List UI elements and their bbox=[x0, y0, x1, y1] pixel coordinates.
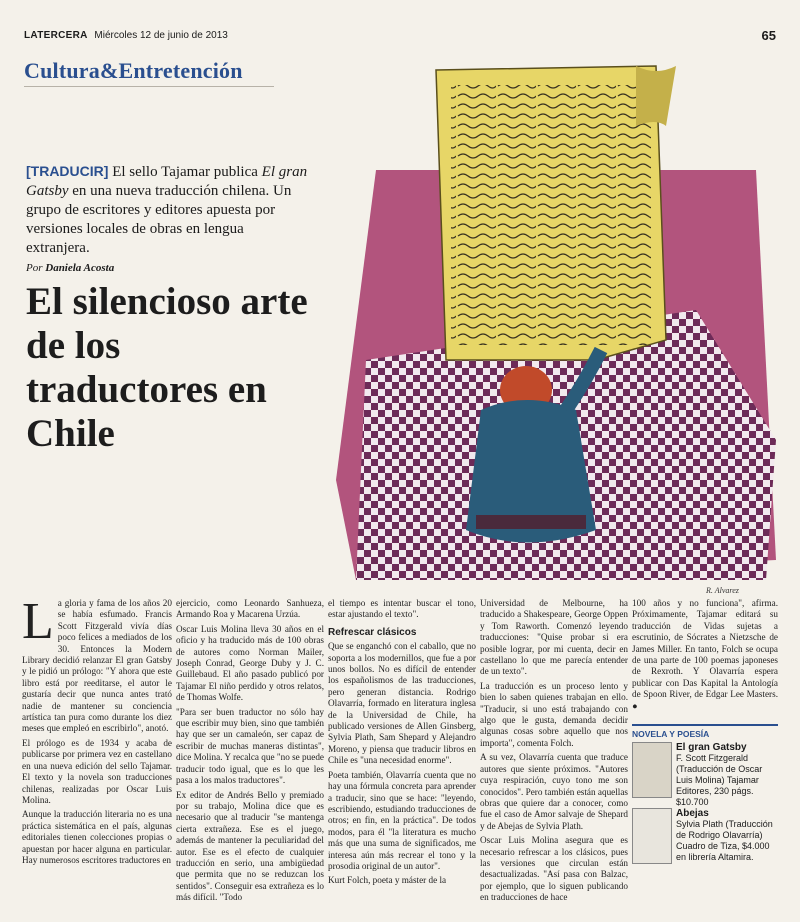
book-details: F. Scott Fitzgerald (Traducción de Oscar Luis Molina) Tajamar Editores, 230 págs. $10.700 bbox=[676, 753, 763, 807]
masthead-date: Miércoles 12 de junio de 2013 bbox=[94, 30, 228, 41]
paragraph: el tiempo es intentar buscar el tono, estar ajustando el texto". bbox=[328, 598, 476, 620]
byline-author: Daniela Acosta bbox=[45, 262, 115, 274]
dropcap: L bbox=[22, 593, 54, 650]
deck-text-2: en una nueva traducción chilena. Un grupo de escritores y editores apuesta por versiones locales de obras en lengua extranjera. bbox=[26, 183, 292, 256]
section-divider bbox=[24, 86, 274, 87]
paragraph: Que se enganchó con el caballo, que no soporta a los modernillos, que fue a por unos bollos. No es difícil de entender los españolismos de las traducciones, pero generan distancia. Rodrigo Olavarría, formado en literatura inglesa de la Universidad de Chile, ha publicado versiones de Allen Ginsberg, Sylvia Plath, Sam Shepard y Alejandro Moreno, y piensa que traducir libros en Chile es "una necesidad enorme". bbox=[328, 641, 476, 766]
book-cover bbox=[632, 808, 672, 864]
paragraph: El prólogo es de 1934 y acaba de publicarse por primera vez en castellano en una nueva edición del sello Tajamar. El texto y la novela son traducciones chilenas, realizadas por Oscar Luis Molina. bbox=[22, 737, 172, 805]
masthead-brand: LATERCERA bbox=[24, 30, 88, 41]
article-column-1 bbox=[22, 593, 172, 869]
deck-italic-title: El gran Gatsby bbox=[26, 164, 308, 199]
paragraph: Ex editor de Andrés Bello y premiado por su trabajo, Molina dice que es necesario que al traducir "se mantenga cierta extrañeza. Ese es el juego, además de mantener la peculiaridad del autor. Ese es el efecto de cualquier traducción en serio, una ambigüedad que permita que no se reduzcan los sentidos". Conseguir esa extrañeza es lo más difícil. "Todo bbox=[176, 789, 324, 903]
paragraph: "Para ser buen traductor no sólo hay que escribir muy bien, sino que también hay que ser un camaleón, ser capaz de escribir de muchas maneras distintas", dice Molina. Y recalca que "no se puede traducir todo igual, que es lo que les pasa a los malos traductores". bbox=[176, 706, 324, 786]
illustration bbox=[336, 60, 776, 600]
sidebar-heading: NOVELA Y POESÍA bbox=[632, 724, 778, 739]
book-title: Abejas bbox=[676, 808, 709, 819]
book-details: Sylvia Plath (Traducción de Rodrigo Olavarría) Cuadro de Tiza, $4.000 en librería Altamira. bbox=[676, 819, 773, 862]
paragraph: La traducción es un proceso lento y bien lo saben quienes trabajan en ello. "Traducir, si uno está trabajando con algo que le gusta, demanda decidir algunas cosas sobre aquello que nos importa", comenta Folch. bbox=[480, 680, 628, 748]
page-number: 65 bbox=[761, 28, 776, 43]
paragraph: Universidad de Melbourne, ha traducido a Shakespeare, George Oppen y Tom Raworth. Comenzó leyendo traducciones: "Quise probar si era posible lograr, por mi cuenta, decir en castellano lo que me parecía entender de un texto". bbox=[480, 598, 628, 677]
illustrator-signature: R. Alvarez bbox=[706, 586, 739, 595]
paragraph: Aunque la traducción literaria no es una práctica sistemática en el país, algunas editoriales tienen colecciones propias o apuestan por hacer alguna en particular. Hay numerosos escritores traductores en bbox=[22, 809, 172, 865]
masthead bbox=[24, 30, 776, 46]
byline-prefix: Por bbox=[26, 262, 46, 274]
stool bbox=[476, 515, 586, 529]
article-column-3 bbox=[328, 598, 476, 890]
paragraph: a gloria y fama de los años 20 se había esfumado. Francis Scott Fitzgerald vivía días poco felices a mediados de los 30. Entonces la Modern Library decidió relanzar El gran Gatsby y le pidió un prólogo: "Y ahora que este libro está por reeditarse, el autor le gustaría decir que nunca antes trató nadie de mantener su conciencia artística tan pura como durante los diez meses que empleó en escribirlo", anotó. bbox=[22, 598, 172, 734]
article-column-5 bbox=[632, 598, 778, 715]
book-cover bbox=[632, 742, 672, 798]
headline: El silencioso arte de los traductores en Chile bbox=[26, 280, 308, 455]
handwritten-lines bbox=[451, 85, 651, 345]
subhead: Refrescar clásicos bbox=[328, 626, 417, 638]
deck-tag: [TRADUCIR] bbox=[26, 163, 109, 179]
paragraph: Poeta también, Olavarría cuenta que no hay una fórmula concreta para aprender a traducir, sino que se hace: "leyendo, escribiendo, estudiando traducciones de otros; en fin, en la práctica". De todos modos, para él "la literatura es mucho más que una suma de significados, me interesa aún más recrear el tono y la prosodia original de un autor". bbox=[328, 769, 476, 871]
section-title: Cultura&Entretención bbox=[24, 58, 243, 83]
byline bbox=[26, 262, 114, 274]
paragraph: A su vez, Olavarría cuenta que traduce autores que siente próximos. "Autores cuya respiración, cuyo tono me son conocidos". Pero también están aquellas obras que quiere dar a conocer, como fue el caso de Amor salvaje de Shepard y de Abejas de Sylvia Plath. bbox=[480, 752, 628, 831]
article-column-4 bbox=[480, 598, 628, 907]
paragraph: ejercicio, como Leonardo Sanhueza, Armando Roa y Macarena Urzúa. bbox=[176, 598, 324, 620]
paragraph: Kurt Folch, poeta y máster de la bbox=[328, 875, 447, 886]
article-deck bbox=[26, 162, 308, 258]
paragraph: Oscar Luis Molina lleva 30 años en el oficio y ha traducido más de 100 obras de autores como Norman Mailer, Joseph Conrad, George Duby y J. C. Guillebaud. El año pasado publicó por Tajamar El niño perdido y otros relatos, de Thomas Wolfe. bbox=[176, 623, 324, 703]
book-title: El gran Gatsby bbox=[676, 742, 747, 753]
article-column-2 bbox=[176, 598, 324, 907]
paragraph: Oscar Luis Molina asegura que es necesario refrescar a los clásicos, pues las versiones que circulan están desactualizadas. "Así pasa con Balzac, por ejemplo, que lo siguen publicando en traducciones de hace bbox=[480, 835, 628, 903]
deck-text-1: El sello Tajamar publica bbox=[108, 164, 262, 180]
paragraph: 100 años y no funciona", afirma. Próximamente, Tajamar editará su traducción de Vidas sujetas a escrutinio, de Sócrates a Nietzsche de James Miller. En tanto, Folch se ocupa de una parte de 100 poemas japoneses de Rexroth. Y Olavarría espera publicar con Das Kapital la Antología de Spoon River, de Edgar Lee Masters. ● bbox=[632, 598, 778, 711]
